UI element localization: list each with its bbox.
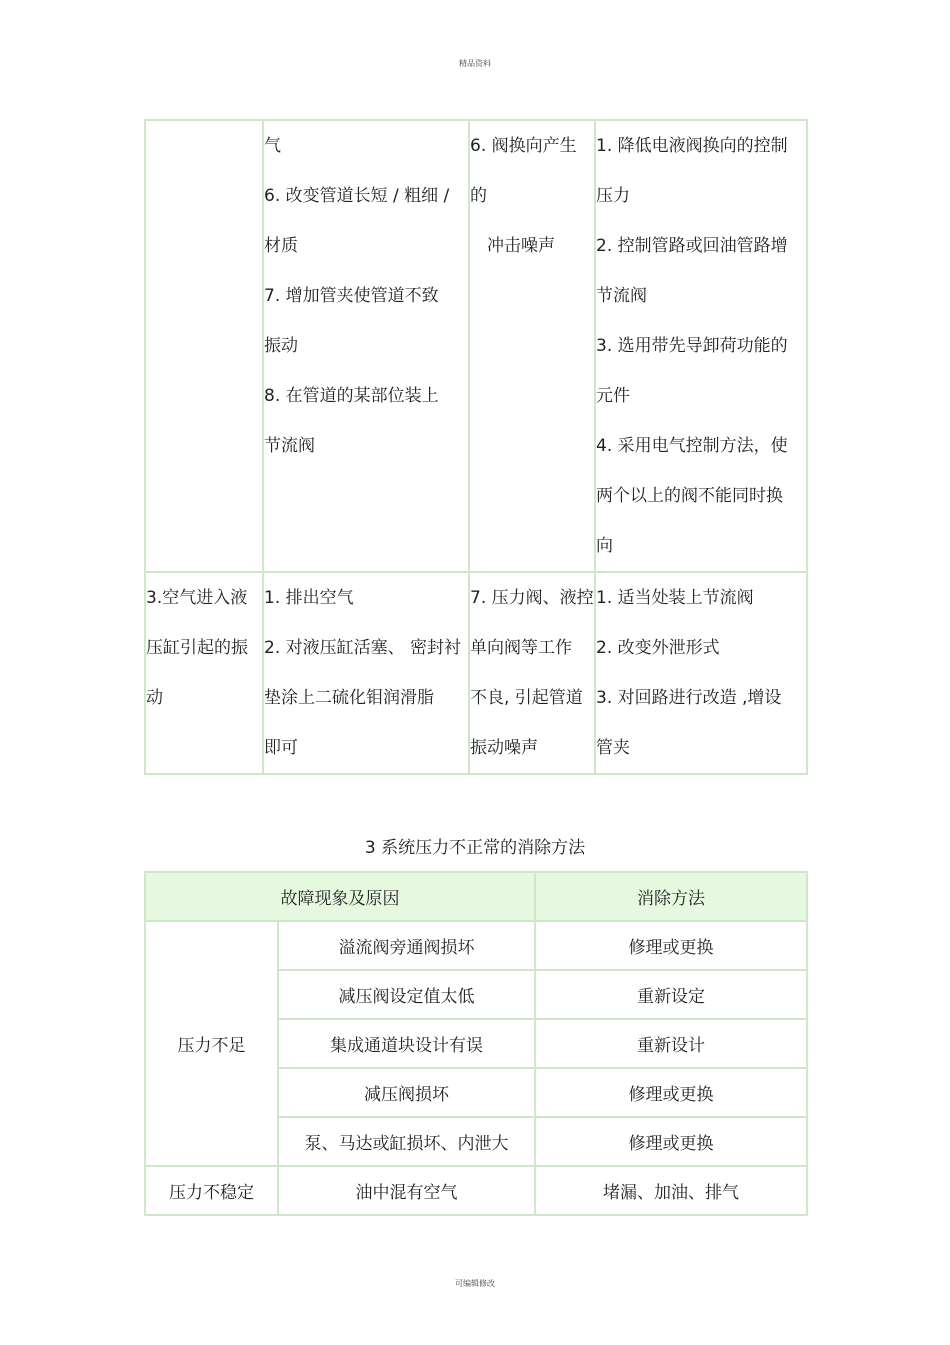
- cell-line: 2. 对液压缸活塞、 密封衬: [264, 638, 462, 658]
- section-title: 3 系统压力不正常的消除方法: [364, 838, 586, 858]
- table-row: [145, 921, 807, 970]
- remedy-cell: 堵漏、加油、排气: [535, 1166, 807, 1215]
- cell-lines: [470, 121, 594, 271]
- symptom-cell: [145, 120, 263, 572]
- cell-line: 节流阀: [264, 436, 315, 456]
- cause-cell: 泵、马达或缸损坏、内泄大: [278, 1117, 535, 1166]
- table-row: [145, 120, 807, 572]
- cause-cell: 减压阀设定值太低: [278, 970, 535, 1019]
- symptom-cell: [145, 572, 263, 774]
- reason-cell: [469, 120, 595, 572]
- table-row: [145, 1166, 807, 1215]
- page-footer: 可编辑修改: [455, 1279, 495, 1288]
- cell-line: 元件: [596, 386, 630, 406]
- pressure-fault-table: [144, 871, 808, 1216]
- remedy-cell: 修理或更换: [535, 1117, 807, 1166]
- cell-line: 气: [264, 136, 281, 156]
- cause-cell: 减压阀损坏: [278, 1068, 535, 1117]
- remedy-cell: [595, 120, 807, 572]
- cell-line: 不良, 引起管道: [470, 688, 583, 708]
- cell-lines: [264, 121, 468, 471]
- remedy-cell: [595, 572, 807, 774]
- remedy-cell: 重新设定: [535, 970, 807, 1019]
- cell-line: 动: [146, 688, 163, 708]
- cell-line: 单向阀等工作: [470, 638, 572, 658]
- cell-line: 7. 压力阀、液控: [470, 588, 594, 608]
- cell-line: 1. 降低电液阀换向的控制: [596, 136, 788, 156]
- cell-line: 垫涂上二硫化钼润滑脂: [264, 688, 434, 708]
- header-cause: 故障现象及原因: [145, 872, 535, 921]
- reason-cell: [469, 572, 595, 774]
- cell-line: 管夹: [596, 738, 630, 758]
- cell-line: 压力: [596, 186, 630, 206]
- cell-lines: [264, 573, 468, 773]
- cell-line: 节流阀: [596, 286, 647, 306]
- remedy-cell: 修理或更换: [535, 921, 807, 970]
- cell-line: 振动: [264, 336, 298, 356]
- cell-line: 即可: [264, 738, 298, 758]
- cell-line: 2. 控制管路或回油管路增: [596, 236, 788, 256]
- cell-line: 1. 适当处装上节流阀: [596, 588, 754, 608]
- cell-line: 2. 改变外泄形式: [596, 638, 720, 658]
- remedy-cell: 重新设计: [535, 1019, 807, 1068]
- cause-cell: 溢流阀旁通阀损坏: [278, 921, 535, 970]
- cell-line: 4. 采用电气控制方法，使: [596, 436, 788, 456]
- cell-line: 冲击噪声: [470, 236, 555, 256]
- cell-line: 的: [470, 186, 487, 206]
- symptom-cell: 压力不稳定: [145, 1166, 278, 1215]
- cell-lines: [596, 573, 806, 773]
- cell-line: 振动噪声: [470, 738, 538, 758]
- cell-line: 压缸引起的振: [146, 638, 248, 658]
- cell-line: 3. 对回路进行改造 ,增设: [596, 688, 782, 708]
- cell-line: 3.空气进入液: [146, 588, 248, 608]
- cause-cell: 集成通道块设计有误: [278, 1019, 535, 1068]
- remedy-cell: 修理或更换: [535, 1068, 807, 1117]
- cell-line: 向: [596, 536, 613, 556]
- cell-line: 两个以上的阀不能同时换: [596, 486, 783, 506]
- table-row: [145, 572, 807, 774]
- cell-line: 7. 增加管夹使管道不致: [264, 286, 439, 306]
- header-remedy: 消除方法: [535, 872, 807, 921]
- cell-line: 1. 排出空气: [264, 588, 354, 608]
- cell-lines: [596, 121, 806, 571]
- cell-line: 6. 改变管道长短 / 粗细 /: [264, 186, 450, 206]
- cell-line: 3. 选用带先导卸荷功能的: [596, 336, 788, 356]
- page-header: 精品资料: [459, 59, 491, 68]
- cause-cell: [263, 120, 469, 572]
- cell-lines: [470, 573, 594, 773]
- cell-lines: [146, 573, 262, 723]
- symptom-cell: 压力不足: [145, 921, 278, 1166]
- cause-cell: 油中混有空气: [278, 1166, 535, 1215]
- fault-table-continued: [144, 119, 808, 775]
- cause-cell: [263, 572, 469, 774]
- cell-line: 6. 阀换向产生: [470, 136, 577, 156]
- cell-line: 材质: [264, 236, 298, 256]
- table-header-row: [145, 872, 807, 921]
- cell-line: 8. 在管道的某部位装上: [264, 386, 439, 406]
